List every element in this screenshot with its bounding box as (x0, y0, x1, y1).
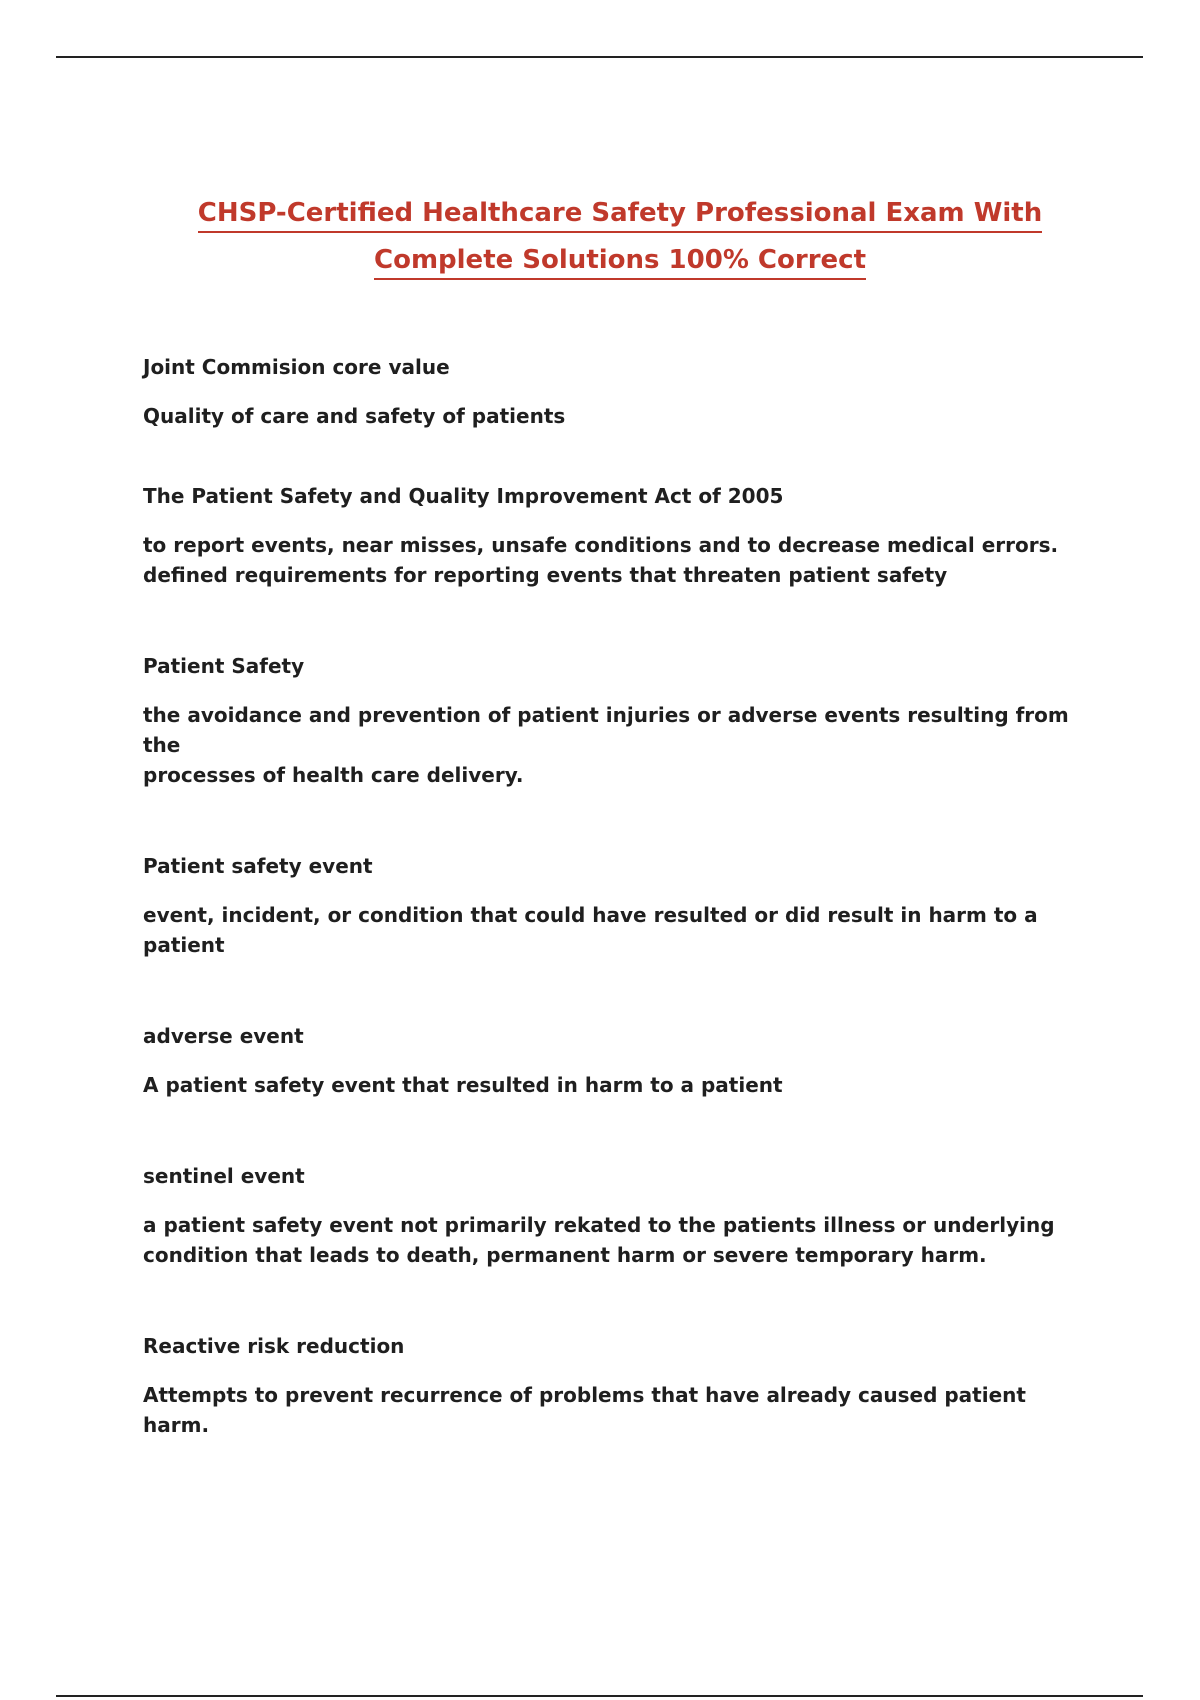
qa-entry (143, 851, 1083, 960)
top-rule (56, 56, 1143, 58)
qa-entry (143, 481, 1083, 590)
qa-list (143, 352, 1083, 1440)
term: sentinel event (143, 1164, 305, 1188)
definition-line: Attempts to prevent recurrence of problems that have already caused patient harm. (143, 1383, 1026, 1437)
term: Patient safety event (143, 854, 373, 878)
qa-entry (143, 1021, 1083, 1100)
term: Patient Safety (143, 654, 305, 678)
definition-line: defined requirements for reporting events that threaten patient safety (143, 563, 948, 587)
qa-entry (143, 1161, 1083, 1270)
term: adverse event (143, 1024, 304, 1048)
definition-line: a patient safety event not primarily rekated to the patients illness or underlying (143, 1213, 1055, 1237)
title-line-1: CHSP-Certified Healthcare Safety Professional Exam With (198, 196, 1042, 233)
definition (143, 900, 1083, 960)
definition-line: A patient safety event that resulted in harm to a patient (143, 1073, 783, 1097)
definition (143, 1070, 1083, 1100)
definition-line: processes of health care delivery. (143, 763, 524, 787)
definition (143, 700, 1083, 790)
definition-line: the avoidance and prevention of patient injuries or adverse events resulting from the (143, 703, 1069, 757)
definition-line: Quality of care and safety of patients (143, 404, 566, 428)
page-title (0, 190, 1200, 284)
definition-line: to report events, near misses, unsafe conditions and to decrease medical errors. (143, 533, 1059, 557)
definition (143, 401, 1083, 431)
term: Joint Commision core value (143, 355, 450, 379)
title-line-2: Complete Solutions 100% Correct (374, 243, 866, 280)
definition (143, 530, 1083, 590)
term: The Patient Safety and Quality Improvement Act of 2005 (143, 484, 784, 508)
term: Reactive risk reduction (143, 1334, 405, 1358)
qa-entry (143, 651, 1083, 790)
qa-entry (143, 352, 1083, 431)
definition (143, 1210, 1083, 1270)
definition-line: event, incident, or condition that could have resulted or did result in harm to a patient (143, 903, 1038, 957)
definition-line: condition that leads to death, permanent harm or severe temporary harm. (143, 1243, 987, 1267)
qa-entry (143, 1331, 1083, 1440)
bottom-rule (56, 1695, 1143, 1697)
definition (143, 1380, 1083, 1440)
